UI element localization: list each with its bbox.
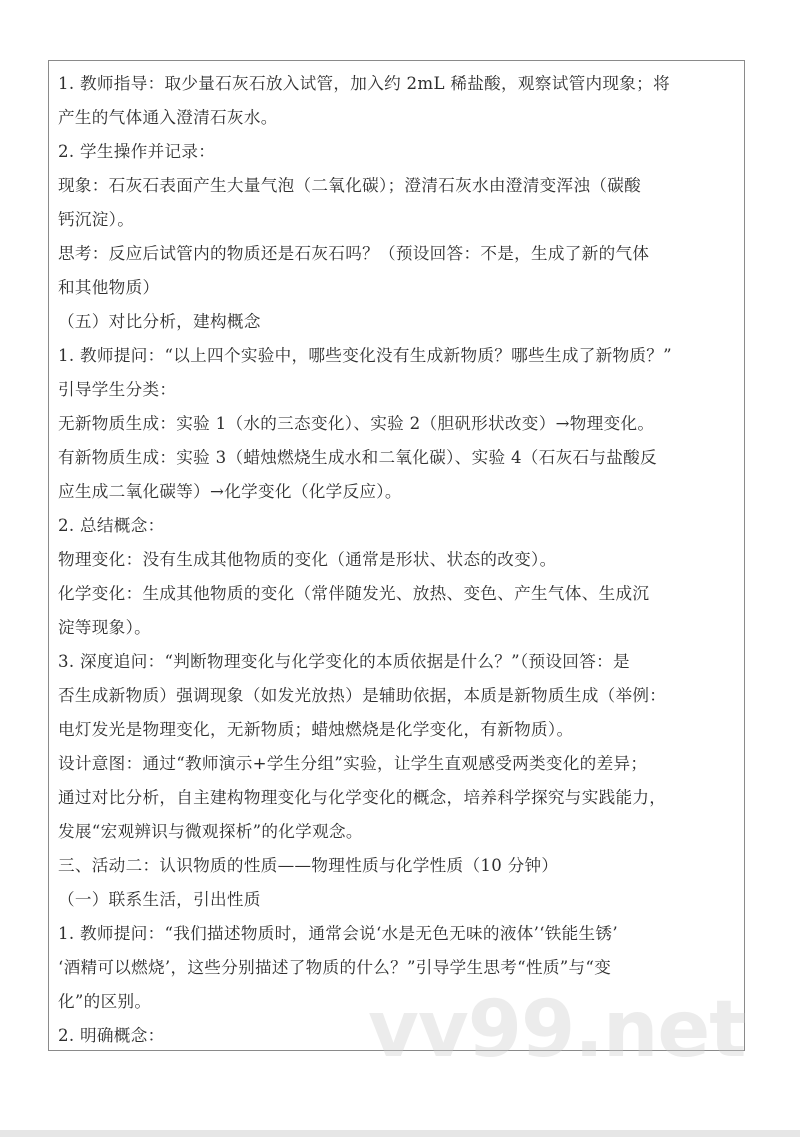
text-line: 物理变化：没有生成其他物质的变化（通常是形状、状态的改变）。 (58, 550, 557, 569)
page-bottom-edge (0, 1130, 800, 1137)
text-line: 1. 教师提问：“以上四个实验中，哪些变化没有生成新物质？哪些生成了新物质？” (58, 346, 672, 365)
text-line: 化”的区别。 (58, 992, 152, 1011)
section-heading: 三、活动二：认识物质的性质——物理性质与化学性质（10 分钟） (58, 856, 559, 875)
design-intent-line: 设计意图：通过“教师演示+学生分组”实验，让学生直观感受两类变化的差异； (58, 754, 648, 773)
text-line: ‘酒精可以燃烧’，这些分别描述了物质的什么？”引导学生思考“性质”与“变 (58, 958, 612, 977)
text-line: 和其他物质） (58, 278, 160, 297)
text-line: 2. 明确概念： (58, 1026, 165, 1045)
text-line: 2. 总结概念： (58, 516, 165, 535)
text-line: 钙沉淀）。 (58, 210, 135, 229)
text-line: 无新物质生成：实验 1（水的三态变化）、实验 2（胆矾形状改变）→物理变化。 (58, 414, 655, 433)
text-line: 化学变化：生成其他物质的变化（常伴随发光、放热、变色、产生气体、生成沉 (58, 584, 650, 603)
text-line: 应生成二氧化碳等）→化学变化（化学反应）。 (58, 482, 402, 501)
design-intent-line: 发展“宏观辨识与微观探析”的化学观念。 (58, 822, 363, 841)
design-intent-line: 通过对比分析，自主建构物理变化与化学变化的概念，培养科学探究与实践能力， (58, 788, 667, 807)
lesson-plan-table-cell (48, 60, 745, 1051)
text-line: 电灯发光是物理变化，无新物质；蜡烛燃烧是化学变化，有新物质）。 (58, 720, 574, 739)
text-line: 现象：石灰石表面产生大量气泡（二氧化碳）；澄清石灰水由澄清变浑浊（碳酸 (58, 176, 641, 195)
subsection-heading: （一）联系生活，引出性质 (58, 890, 261, 909)
text-line: 1. 教师指导：取少量石灰石放入试管，加入约 2mL 稀盐酸，观察试管内现象；将 (58, 74, 670, 93)
text-line: 思考：反应后试管内的物质还是石灰石吗？（预设回答：不是，生成了新的气体 (58, 244, 650, 263)
section-heading: （五）对比分析，建构概念 (58, 312, 261, 331)
watermark: vv99.net (368, 985, 746, 1075)
text-line: 引导学生分类： (58, 380, 177, 399)
text-line: 2. 学生操作并记录： (58, 142, 216, 161)
text-line: 淀等现象）。 (58, 618, 152, 637)
text-line: 否生成新物质）强调现象（如发光放热）是辅助依据，本质是新物质生成（举例： (58, 686, 667, 705)
text-line: 3. 深度追问：“判断物理变化与化学变化的本质依据是什么？”（预设回答：是 (58, 652, 630, 671)
text-line: 1. 教师提问：“我们描述物质时，通常会说‘水是无色无味的液体’‘铁能生锈’ (58, 924, 618, 943)
text-line: 有新物质生成：实验 3（蜡烛燃烧生成水和二氧化碳）、实验 4（石灰石与盐酸反 (58, 448, 657, 467)
text-line: 产生的气体通入澄清石灰水。 (58, 108, 278, 127)
